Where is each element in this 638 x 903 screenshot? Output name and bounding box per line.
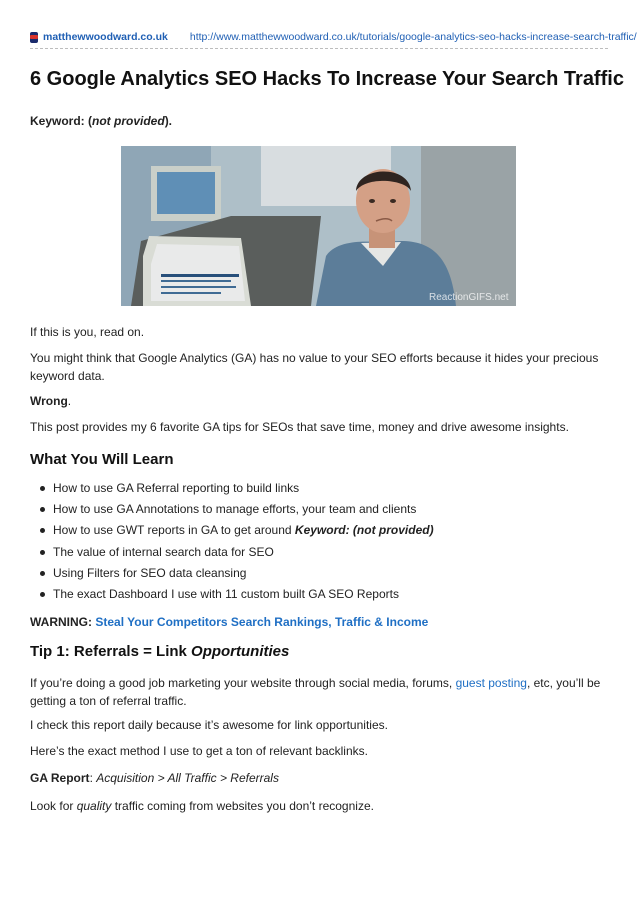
intro-paragraph-1: If this is you, read on. [30,325,145,339]
page-url-link[interactable]: http://www.matthewwoodward.co.uk/tutorials/google-analytics-seo-hacks-increase-search-traffic/ [189,31,637,43]
warning-label: WARNING: [30,615,92,629]
intro-paragraph-2: You might think that Google Analytics (GA) has no value to your SEO efforts because it hides your precious keyword data. [30,351,599,383]
ga-report-path: Acquisition > All Traffic > Referrals [96,771,279,785]
tip1-para4-emphasis: quality [76,799,112,813]
post-summary: This post provides my 6 favorite GA tips for SEOs that save time, money and drive awesome insights. [30,420,569,434]
tip1-paragraph-2: I check this report daily because it’s awesome for link opportunities. [30,718,388,732]
ga-report-sep: : [89,771,97,785]
tip1-paragraph-1 [30,674,605,710]
list-item-text: Using Filters for SEO data cleansing [53,565,247,580]
list-item [30,521,590,542]
list-item [30,585,590,606]
tip1-paragraph-4 [30,797,605,815]
list-item-text: How to use GWT reports in GA to get around [53,523,295,538]
learn-heading: What You Will Learn [30,451,174,468]
reaction-gif-illustration [121,146,516,306]
list-item [30,564,590,585]
article-title: 6 Google Analytics SEO Hacks To Increase Your Search Traffic [30,68,624,90]
list-item [30,479,590,500]
learn-list [30,479,590,606]
list-item [30,500,590,521]
list-item-text: The value of internal search data for SEO [53,544,274,559]
list-item [30,543,590,564]
keyword-end: ). [164,114,173,128]
ga-report-label: GA Report [30,771,90,785]
site-logo-icon [30,32,38,43]
site-name-link[interactable]: matthewwoodward.co.uk [43,31,168,43]
image-watermark: ReactionGIFS.net [429,292,509,303]
tip1-heading-emphasis: Opportunities [191,643,290,660]
wrong-end: . [67,394,72,408]
tip1-heading-prefix: Tip 1: Referrals = Link [30,643,192,660]
keyword-value: not provided [92,114,165,128]
list-item-text: The exact Dashboard I use with 11 custom built GA SEO Reports [53,586,399,601]
reaction-gif-image [121,146,516,306]
keyword-line [30,112,605,130]
bullet-icon [40,507,45,512]
tip1-heading [30,642,289,662]
tip1-para1-start: If you’re doing a good job marketing your website through social media, forums, [30,676,456,690]
ga-report-line [30,769,605,787]
warning-link[interactable]: Steal Your Competitors Search Rankings, Traffic & Income [95,615,429,629]
guest-posting-link[interactable]: guest posting [455,676,527,690]
warning-line [30,613,605,631]
keyword-label: Keyword: ( [30,114,93,128]
wrong-label: Wrong [30,394,68,408]
bullet-icon [40,550,45,555]
tip1-paragraph-3: Here’s the exact method I use to get a ton of relevant backlinks. [30,744,368,758]
bullet-icon [40,528,45,533]
list-item-text: How to use GA Referral reporting to build links [53,481,300,495]
tip1-para4-end: traffic coming from websites you don’t recognize. [111,799,374,813]
bullet-icon [40,486,45,491]
page-header [30,29,637,45]
bullet-icon [40,571,45,576]
bullet-icon [40,592,45,597]
wrong-paragraph [30,392,605,410]
header-divider [30,48,608,49]
list-item-text: How to use GA Annotations to manage efforts, your team and clients [53,502,417,517]
tip1-para1-end: , etc, you’ll be getting a ton of referral traffic. [30,676,601,708]
list-item-emphasis: Keyword: (not provided) [294,523,434,538]
tip1-para4-start: Look for [30,799,77,813]
